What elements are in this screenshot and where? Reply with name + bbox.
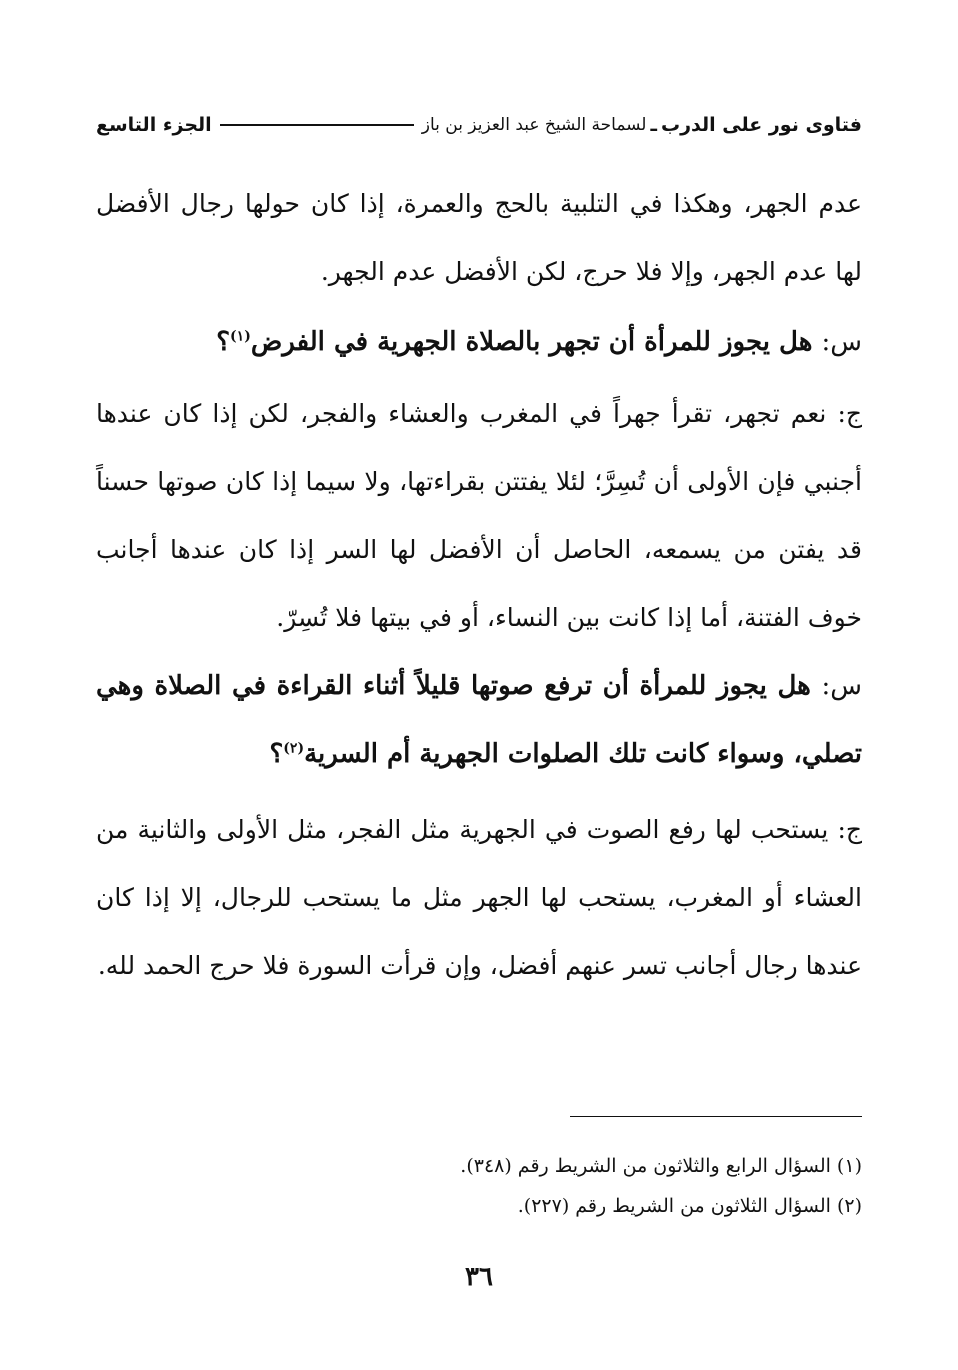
question-mark: ؟ [216, 327, 231, 357]
question-1 [96, 308, 862, 376]
header-rule [220, 124, 414, 126]
question-mark: ؟ [269, 739, 284, 769]
answer-prefix: ج: [837, 399, 862, 428]
question-prefix: س: [821, 671, 862, 701]
footnote-ref-1: (١) [230, 328, 251, 345]
part-label: الجزء التاسع [96, 114, 212, 136]
answer-1 [96, 380, 862, 652]
header-separator: ـ [650, 114, 657, 136]
question-2 [96, 652, 862, 788]
footnotes [96, 1146, 862, 1226]
paragraph-continuation [96, 170, 862, 306]
running-header [96, 108, 862, 142]
answer-prefix: ج: [837, 815, 863, 844]
page-number: ٣٦ [465, 1262, 493, 1292]
book-title: فتاوى نور على الدرب [661, 114, 862, 136]
answer-2 [96, 796, 862, 1000]
answer-text: يستحب لها رفع الصوت في الجهرية مثل الفجر، مثل الأولى والثانية من العشاء أو المغرب، يستحب لها الجهر مثل ما يستحب للرجال، إلا إذا كان عندها رجال أجانب تسر عنهم أفضل، وإن قرأت السورة فلا حرج الحمد لله. [96, 815, 862, 980]
footnote-divider [570, 1116, 862, 1117]
question-text: هل يجوز للمرأة أن ترفع صوتها قليلاً أثناء القراءة في الصلاة وهي تصلي، وسواء كانت تلك الصلوات الجهرية أم السرية [96, 671, 862, 769]
paragraph-text: عدم الجهر، وهكذا في التلبية بالحج والعمرة، إذا كان حولها رجال الأفضل لها عدم الجهر، وإلا فلا حرج، لكن الأفضل عدم الجهر. [96, 189, 862, 286]
question-text: هل يجوز للمرأة أن تجهر بالصلاة الجهرية في الفرض [250, 327, 813, 357]
answer-text: نعم تجهر، تقرأ جهراً في المغرب والعشاء والفجر، لكن إذا كان عندها أجنبي فإن الأولى أن تُسِرَّ؛ لئلا يفتتن بقراءتها، ولا سيما إذا كان صوتها حسناً قد يفتن من يسمعه، الحاصل أن الأفضل لها السر إذا كان عندها أجانب خوف الفتنة، أما إذا كانت بين النساء، أو في بيتها فلا تُسِرّ. [96, 399, 862, 632]
author-subtitle: لسماحة الشيخ عبد العزيز بن باز [421, 115, 647, 135]
footnote-2: (٢) السؤال الثلاثون من الشريط رقم (٢٢٧). [517, 1195, 862, 1217]
question-prefix: س: [821, 327, 862, 357]
footnote-ref-2: (٢) [283, 740, 305, 757]
footnote-1: (١) السؤال الرابع والثلاثون من الشريط رقم (٣٤٨). [460, 1155, 862, 1177]
